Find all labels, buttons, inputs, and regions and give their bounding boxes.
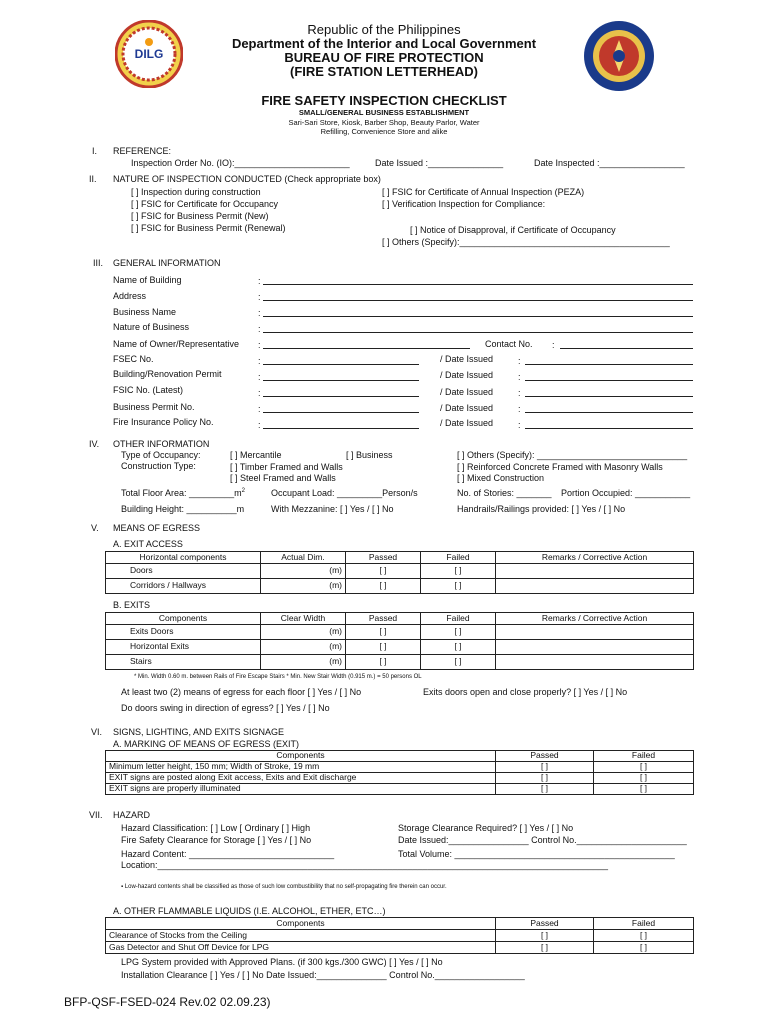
checkbox-fsic-business-new[interactable]: [ ] FSIC for Business Permit (New): [131, 211, 269, 221]
section-7-num: VII.: [89, 810, 103, 820]
table-row: [106, 640, 694, 655]
cell-dim[interactable]: (m): [261, 655, 346, 670]
label-fsic: FSIC No. (Latest): [113, 385, 184, 395]
label-date-issued: / Date Issued: [440, 387, 494, 397]
col-header: Failed: [421, 613, 496, 625]
input-fsec-date[interactable]: [525, 364, 693, 365]
colon: :: [258, 276, 261, 286]
exit-access-title: A. EXIT ACCESS: [113, 539, 183, 549]
label-type-occupancy: Type of Occupancy:: [121, 450, 201, 460]
table-header-row: [106, 613, 694, 625]
table-row: [106, 773, 694, 784]
flammable-liquids-table: [105, 917, 694, 954]
colon: :: [258, 420, 261, 430]
label-nature-business: Nature of Business: [113, 322, 190, 332]
colon: :: [258, 372, 261, 382]
cell-remarks[interactable]: [496, 655, 694, 670]
input-nature-business[interactable]: [263, 332, 693, 333]
field-building-height[interactable]: Building Height: __________m: [121, 504, 245, 514]
col-header: Failed: [594, 751, 694, 762]
cell-remarks[interactable]: [496, 640, 694, 655]
cell-passed-checkbox[interactable]: [ ]: [346, 579, 421, 594]
two-means-egress[interactable]: At least two (2) means of egress for each floor [ ] Yes / [ ] No: [121, 687, 362, 697]
input-fsec[interactable]: [263, 364, 419, 365]
cell-failed-checkbox[interactable]: [ ]: [421, 564, 496, 579]
checkbox-concrete[interactable]: [ ] Reinforced Concrete Framed with Masonry Walls: [457, 462, 663, 472]
cell-remarks[interactable]: [496, 564, 694, 579]
section-4-title: OTHER INFORMATION: [113, 439, 210, 449]
cell-remarks[interactable]: [496, 625, 694, 640]
inspection-order-field[interactable]: Inspection Order No. (IO):_______________________: [131, 158, 350, 168]
flammable-liquids-title: A. OTHER FLAMMABLE LIQUIDS (I.E. ALCOHOL, ETHER, ETC…): [113, 906, 386, 916]
label-bldg-permit: Building/Renovation Permit: [113, 369, 222, 379]
checkbox-mixed[interactable]: [ ] Mixed Construction: [457, 473, 545, 483]
input-fsic[interactable]: [263, 396, 419, 397]
row-label: Doors: [106, 564, 261, 579]
cell-dim[interactable]: (m): [261, 640, 346, 655]
exit-doors-open-close[interactable]: Exits doors open and close properly? [ ] Yes / [ ] No: [423, 687, 628, 697]
colon: :: [518, 420, 521, 430]
row-label: Stairs: [106, 655, 261, 670]
field-mezzanine[interactable]: With Mezzanine: [ ] Yes / [ ] No: [271, 504, 394, 514]
table-row: [106, 625, 694, 640]
cell-dim[interactable]: (m): [261, 579, 346, 594]
input-owner[interactable]: [263, 348, 470, 349]
checklist-desc-2: Refilling, Convenience Store and alike: [320, 127, 448, 136]
date-issued-field[interactable]: Date Issued :_______________: [375, 158, 504, 168]
storage-clearance[interactable]: Storage Clearance Required? [ ] Yes / [ ] No: [398, 823, 574, 833]
checkbox-timber[interactable]: [ ] Timber Framed and Walls: [230, 462, 343, 472]
lpg-system-field[interactable]: LPG System provided with Approved Plans. (if 300 kgs./300 GWC) [ ] Yes / [ ] No: [121, 957, 443, 967]
section-4-num: IV.: [89, 439, 100, 449]
cell-passed-checkbox[interactable]: [ ]: [346, 625, 421, 640]
section-3-title: GENERAL INFORMATION: [113, 258, 221, 268]
colon: :: [518, 388, 521, 398]
row-label: EXIT signs are properly illuminated: [106, 784, 496, 795]
section-6-title: SIGNS, LIGHTING, AND EXITS SIGNAGE: [113, 727, 285, 737]
cell-passed-checkbox[interactable]: [ ]: [496, 784, 594, 795]
cell-failed-checkbox[interactable]: [ ]: [594, 784, 694, 795]
section-5-title: MEANS OF EGRESS: [113, 523, 201, 533]
table-row: [106, 784, 694, 795]
input-insurance-date[interactable]: [525, 428, 693, 429]
date-inspected-field[interactable]: Date Inspected :_________________: [534, 158, 685, 168]
table-row: [106, 655, 694, 670]
checklist-title: FIRE SAFETY INSPECTION CHECKLIST: [261, 93, 507, 108]
cell-failed-checkbox[interactable]: [ ]: [594, 773, 694, 784]
label-address: Address: [113, 291, 147, 301]
cell-passed-checkbox[interactable]: [ ]: [496, 762, 594, 773]
cell-failed-checkbox[interactable]: [ ]: [421, 625, 496, 640]
exits-table: [105, 612, 694, 670]
table-header-row: [106, 751, 694, 762]
cell-failed-checkbox[interactable]: [ ]: [594, 942, 694, 954]
table-row: [106, 579, 694, 594]
input-fsic-date[interactable]: [525, 396, 693, 397]
label-name-building: Name of Building: [113, 275, 182, 285]
col-header: Components: [106, 751, 496, 762]
checkbox-occupancy-others[interactable]: [ ] Others (Specify): ______________________________: [457, 450, 688, 460]
label-date-issued: / Date Issued: [440, 418, 494, 428]
cell-failed-checkbox[interactable]: [ ]: [421, 655, 496, 670]
row-label: Gas Detector and Shut Off Device for LPG: [106, 942, 496, 954]
field-handrails[interactable]: Handrails/Railings provided: [ ] Yes / [ ] No: [457, 504, 626, 514]
input-bldg-permit-date[interactable]: [525, 380, 693, 381]
input-name-building[interactable]: [263, 284, 693, 285]
cell-failed-checkbox[interactable]: [ ]: [594, 762, 694, 773]
col-header: Failed: [421, 552, 496, 564]
section-3-num: III.: [93, 258, 104, 268]
input-contact[interactable]: [560, 348, 693, 349]
label-date-issued: / Date Issued: [440, 403, 494, 413]
col-header: Passed: [346, 613, 421, 625]
hazard-classification[interactable]: Hazard Classification: [ ] Low [ Ordinary [ ] High: [121, 823, 311, 833]
section-5-num: V.: [91, 523, 99, 533]
input-biz-permit[interactable]: [263, 412, 419, 413]
cell-passed-checkbox[interactable]: [ ]: [346, 640, 421, 655]
col-header: Components: [106, 613, 261, 625]
bureau-text: BUREAU OF FIRE PROTECTION: [284, 50, 484, 65]
checkbox-mercantile[interactable]: [ ] Mercantile: [230, 450, 282, 460]
row-label: Clearance of Stocks from the Ceiling: [106, 930, 496, 942]
republic-text: Republic of the Philippines: [307, 22, 461, 37]
cell-passed-checkbox[interactable]: [ ]: [496, 930, 594, 942]
col-header: Remarks / Corrective Action: [496, 552, 694, 564]
checklist-desc-1: Sari-Sari Store, Kiosk, Barber Shop, Beauty Parlor, Water: [288, 118, 480, 127]
input-address[interactable]: [263, 300, 693, 301]
table-row: [106, 942, 694, 954]
col-header: Passed: [346, 552, 421, 564]
col-header: Passed: [496, 918, 594, 930]
checkbox-others-specify[interactable]: [ ] Others (Specify):__________________________________________: [382, 237, 670, 247]
section-1-title: REFERENCE:: [113, 146, 172, 156]
colon: :: [258, 324, 261, 334]
colon: :: [258, 308, 261, 318]
col-header: Passed: [496, 751, 594, 762]
checkbox-business[interactable]: [ ] Business: [346, 450, 393, 460]
checkbox-fsic-business-renewal[interactable]: [ ] FSIC for Business Permit (Renewal): [131, 223, 286, 233]
cell-passed-checkbox[interactable]: [ ]: [346, 655, 421, 670]
input-bldg-permit[interactable]: [263, 380, 419, 381]
total-volume[interactable]: Total Volume: ____________________________________________: [398, 849, 675, 859]
row-label: EXIT signs are posted along Exit access, Exits and Exit discharge: [106, 773, 496, 784]
label-date-issued: / Date Issued: [440, 354, 494, 364]
doors-swing-direction[interactable]: Do doors swing in direction of egress? [ ] Yes / [ ] No: [121, 703, 330, 713]
label-business-name: Business Name: [113, 307, 177, 317]
input-business-name[interactable]: [263, 316, 693, 317]
checkbox-notice-disapproval[interactable]: [ ] Notice of Disapproval, if Certificate of Occupancy: [410, 225, 616, 235]
egress-width-note: * Min. Width 0.60 m. between Rails of Fire Escape Stairs * Min. New Stair Width (0.915 m.) = 50 persons OL: [134, 674, 422, 680]
label-fsec: FSEC No.: [113, 354, 154, 364]
dilg-logo-text: DILG: [134, 47, 164, 61]
colon: :: [258, 388, 261, 398]
colon: :: [258, 404, 261, 414]
table-row: [106, 564, 694, 579]
cell-passed-checkbox[interactable]: [ ]: [496, 773, 594, 784]
col-header: Remarks / Corrective Action: [496, 613, 694, 625]
colon: :: [258, 356, 261, 366]
low-hazard-note: ▪ Low-hazard contents shall be classified as those of such low combustibility that no self-propagating fire therein can occur.: [121, 884, 447, 890]
col-header: Clear Width: [261, 613, 346, 625]
field-floor-area[interactable]: [121, 488, 245, 498]
col-header: Components: [106, 918, 496, 930]
label-biz-permit: Business Permit No.: [113, 402, 195, 412]
cell-failed-checkbox[interactable]: [ ]: [594, 930, 694, 942]
cell-failed-checkbox[interactable]: [ ]: [421, 640, 496, 655]
colon: :: [258, 340, 261, 350]
exit-access-table: [105, 551, 694, 594]
input-biz-permit-date[interactable]: [525, 412, 693, 413]
table-row: [106, 930, 694, 942]
colon: :: [518, 404, 521, 414]
section-2-title: NATURE OF INSPECTION CONDUCTED (Check appropriate box): [113, 174, 381, 184]
checkbox-fsic-occupancy[interactable]: [ ] FSIC for Certificate for Occupancy: [131, 199, 279, 209]
col-header: Failed: [594, 918, 694, 930]
floor-area-unit-sup: 2: [241, 488, 245, 494]
cell-passed-checkbox[interactable]: [ ]: [346, 564, 421, 579]
cell-passed-checkbox[interactable]: [ ]: [496, 942, 594, 954]
colon: :: [258, 292, 261, 302]
label-owner: Name of Owner/Representative: [113, 339, 240, 349]
table-header-row: [106, 552, 694, 564]
hazard-content[interactable]: Hazard Content: _____________________________: [121, 849, 335, 859]
section-1-num: I.: [92, 146, 98, 156]
section-6-num: VI.: [91, 727, 103, 737]
exit-signage-table: [105, 750, 694, 795]
label-contact: Contact No.: [485, 339, 533, 349]
colon: :: [518, 372, 521, 382]
checkbox-inspection-construction[interactable]: [ ] Inspection during construction: [131, 187, 261, 197]
col-header: Horizontal components: [106, 552, 261, 564]
table-row: [106, 762, 694, 773]
cell-dim[interactable]: (m): [261, 564, 346, 579]
installation-clearance-field[interactable]: Installation Clearance [ ] Yes / [ ] No Date Issued:______________ Control No.__________________: [121, 970, 525, 980]
row-label: Corridors / Hallways: [106, 579, 261, 594]
colon: :: [552, 340, 555, 350]
label-construction-type: Construction Type:: [121, 461, 196, 471]
field-no-stories[interactable]: No. of Stories: _______: [457, 488, 552, 498]
label-insurance: Fire Insurance Policy No.: [113, 417, 214, 427]
table-header-row: [106, 918, 694, 930]
field-portion-occupied[interactable]: Portion Occupied: ___________: [561, 488, 691, 498]
hazard-location[interactable]: Location:__________________________________________________________________________________________: [121, 860, 609, 870]
letterhead-text: (FIRE STATION LETTERHEAD): [289, 64, 478, 79]
hazard-date-control[interactable]: Date Issued:________________ Control No.______________________: [398, 835, 687, 845]
checkbox-verification[interactable]: [ ] Verification Inspection for Compliance:: [382, 199, 546, 209]
colon: :: [518, 356, 521, 366]
fire-safety-clearance[interactable]: Fire Safety Clearance for Storage [ ] Yes / [ ] No: [121, 835, 312, 845]
checkbox-fsic-peza[interactable]: [ ] FSIC for Certificate of Annual Inspection (PEZA): [382, 187, 585, 197]
floor-area-label: Total Floor Area: _________m: [121, 488, 242, 498]
section-2-num: II.: [89, 174, 97, 184]
row-label: Exits Doors: [106, 625, 261, 640]
checkbox-steel[interactable]: [ ] Steel Framed and Walls: [230, 473, 336, 483]
department-text: Department of the Interior and Local Government: [231, 36, 537, 51]
cell-failed-checkbox[interactable]: [ ]: [421, 579, 496, 594]
label-date-issued: / Date Issued: [440, 370, 494, 380]
col-header: Actual Dim.: [261, 552, 346, 564]
row-label: Horizontal Exits: [106, 640, 261, 655]
row-label: Minimum letter height, 150 mm; Width of Stroke, 19 mm: [106, 762, 496, 773]
field-occupant-load[interactable]: Occupant Load: _________Person/s: [271, 488, 418, 498]
form-code-footer: BFP-QSF-FSED-024 Rev.02 02.09.23): [64, 995, 271, 1009]
checklist-subtitle: SMALL/GENERAL BUSINESS ESTABLISHMENT: [298, 108, 470, 117]
section-7-title: HAZARD: [113, 810, 151, 820]
marking-egress-title: A. MARKING OF MEANS OF EGRESS (EXIT): [113, 739, 300, 749]
input-insurance[interactable]: [263, 428, 419, 429]
exits-title: B. EXITS: [113, 600, 151, 610]
cell-remarks[interactable]: [496, 579, 694, 594]
cell-dim[interactable]: (m): [261, 625, 346, 640]
